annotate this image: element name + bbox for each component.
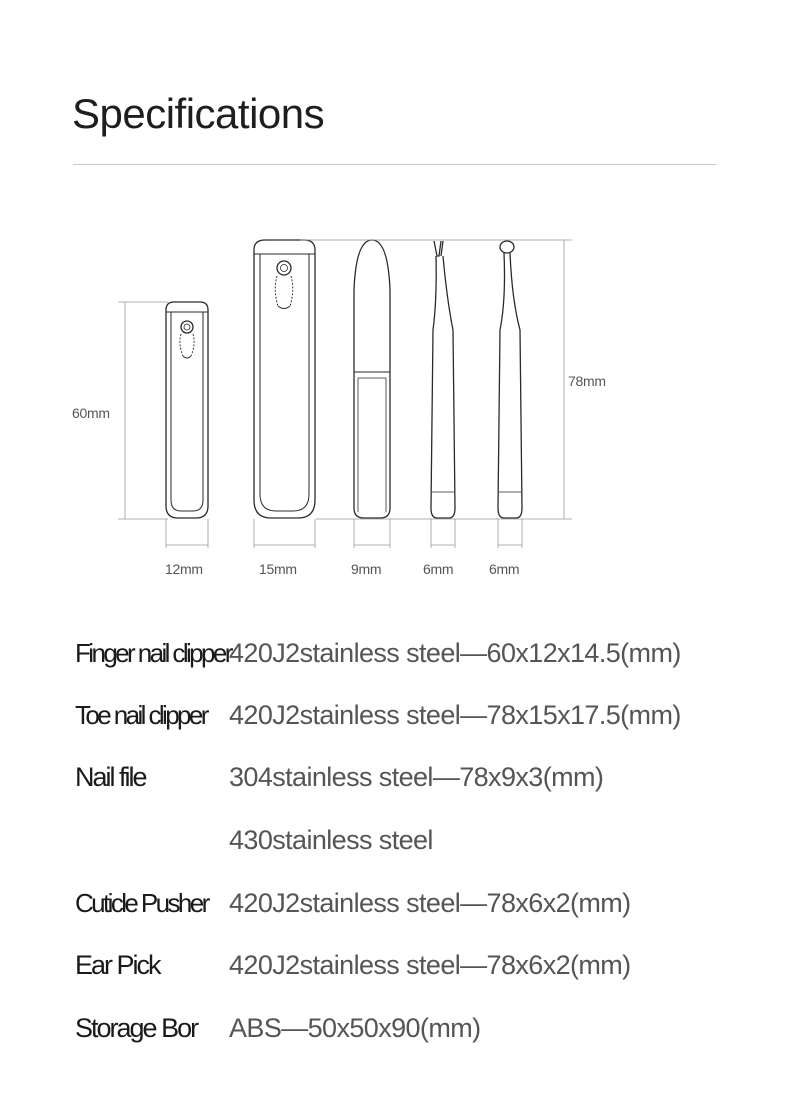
- spec-value: 420J2stainless steel—60x12x14.5(mm): [229, 638, 681, 668]
- spec-row-storage-box: [75, 1005, 775, 1055]
- spec-name: Finger nail clipper: [75, 638, 231, 668]
- width-label-15mm: 15mm: [259, 561, 297, 577]
- spec-name: Nail file: [75, 762, 146, 792]
- nail-file-drawing: [354, 240, 390, 518]
- height-label-60mm: 60mm: [72, 405, 110, 421]
- width-label-9mm: 9mm: [351, 561, 382, 577]
- spec-value: 420J2stainless steel—78x15x17.5(mm): [229, 700, 681, 730]
- spec-value: 420J2stainless steel—78x6x2(mm): [229, 950, 631, 980]
- spec-value: 430stainless steel: [229, 825, 433, 855]
- cuticle-pusher-drawing: [431, 241, 455, 518]
- spec-row-cuticle-pusher: [75, 880, 775, 930]
- spec-row-ear-pick: [75, 942, 775, 992]
- spec-row-finger-nail-clipper: [75, 630, 775, 680]
- spec-row-toe-nail-clipper: [75, 692, 775, 742]
- spec-name: Storage Bor: [75, 1013, 198, 1043]
- spec-row-nail-file-secondary: [75, 817, 775, 867]
- page-title: Specifications: [72, 90, 325, 137]
- spec-name: Toe nail clipper: [75, 700, 207, 730]
- spec-name: Ear Pick: [75, 950, 160, 980]
- spec-value: 420J2stainless steel—78x6x2(mm): [229, 888, 631, 918]
- height-label-78mm: 78mm: [568, 373, 606, 389]
- width-label-6mm-earpick: 6mm: [489, 561, 520, 577]
- width-label-12mm: 12mm: [165, 561, 203, 577]
- spec-name: Cuticle Pusher: [75, 888, 208, 918]
- width-label-6mm-pusher: 6mm: [423, 561, 454, 577]
- ear-pick-drawing: [498, 241, 522, 518]
- toe-nail-clipper-drawing: [254, 240, 315, 518]
- spec-value: 304stainless steel—78x9x3(mm): [229, 762, 604, 792]
- finger-nail-clipper-drawing: [166, 302, 208, 518]
- spec-row-nail-file: [75, 754, 775, 804]
- spec-value: ABS—50x50x90(mm): [229, 1013, 481, 1043]
